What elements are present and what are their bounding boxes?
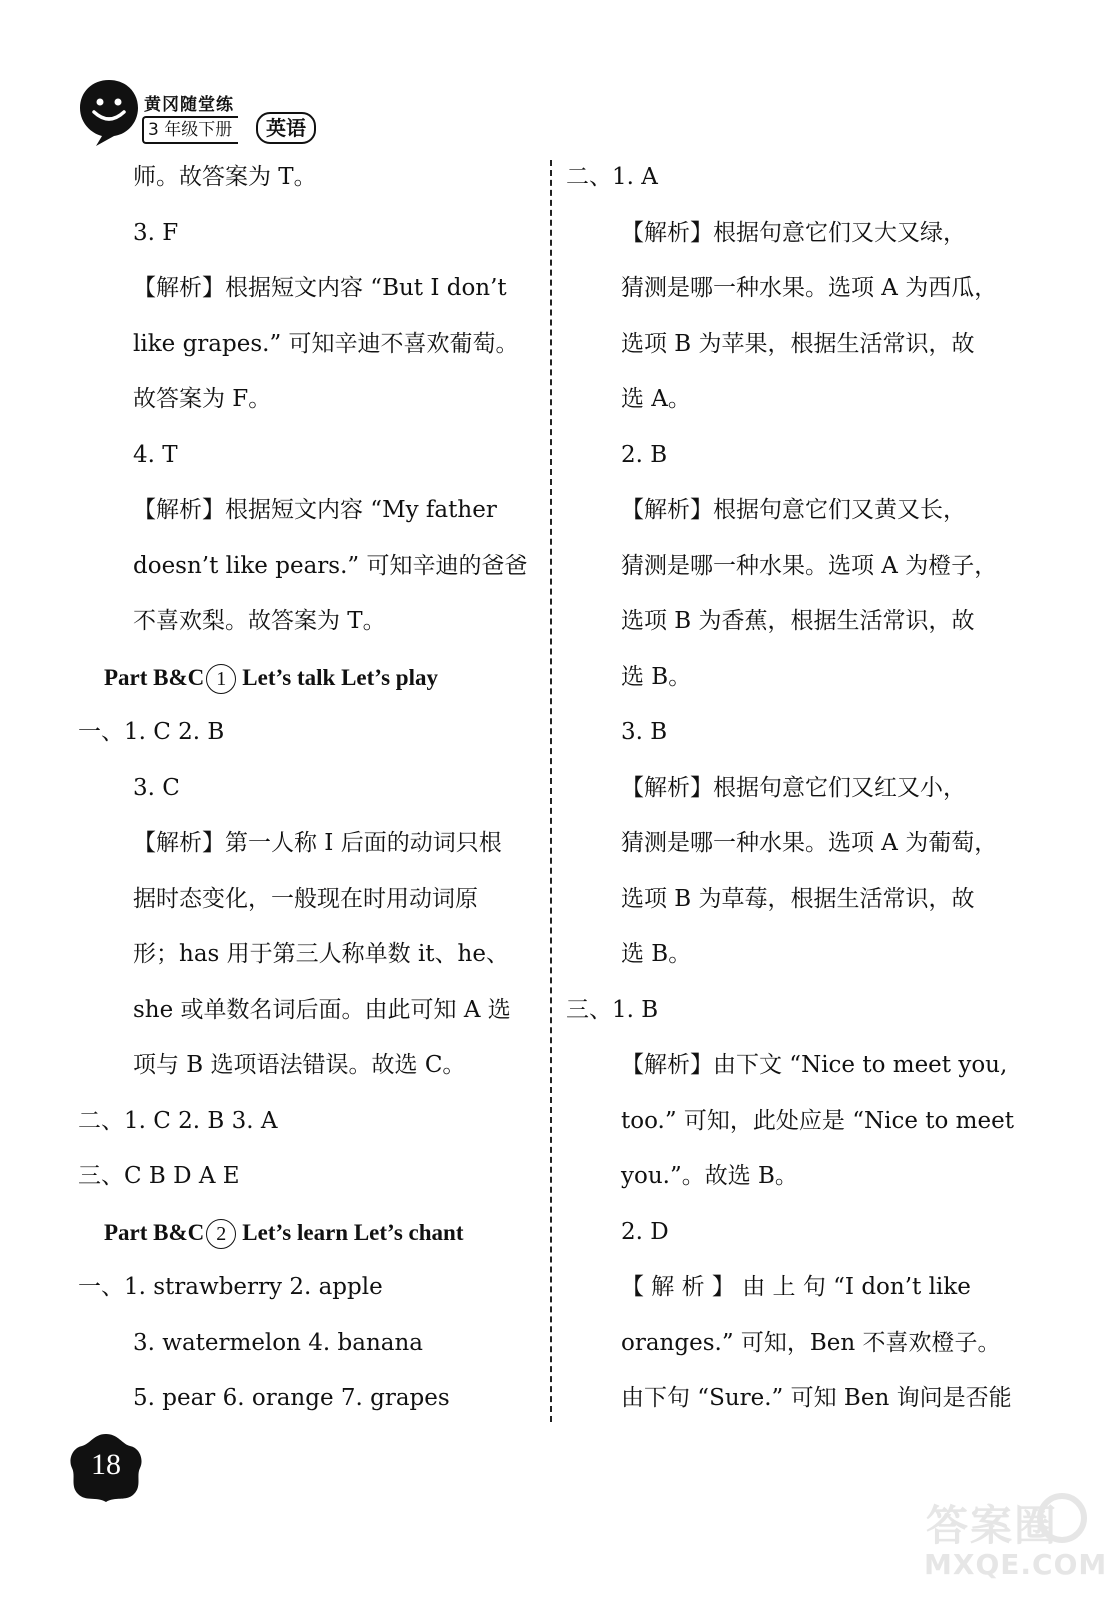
left-text-line: 二、1. C 2. B 3. A (78, 1107, 278, 1134)
watermark-text: 答案圈 (926, 1501, 1059, 1550)
right-text-line: 选项 B 为苹果，根据生活常识，故 (621, 330, 975, 357)
left-text-line: 据时态变化，一般现在时用动词原 (133, 885, 478, 912)
right-text-line: 猜测是哪一种水果。选项 A 为橙子， (621, 552, 998, 579)
left-text-line: 形；has 用于第三人称单数 it、he、 (133, 941, 509, 967)
section-heading-part: Part B&C (104, 664, 205, 690)
right-text-line: 【解析】根据句意它们又黄又长， (621, 497, 966, 523)
section-heading-title: Let’s learn Let’s chant (242, 1219, 464, 1245)
right-column (566, 150, 1028, 1427)
grade-label: 3 年级下册 (142, 116, 238, 144)
right-text-line: 猜测是哪一种水果。选项 A 为葡萄， (621, 830, 998, 856)
left-text-line: she 或单数名词后面。由此可知 A 选 (133, 996, 511, 1023)
left-text-line: 故答案为 F。 (133, 386, 272, 412)
watermark-url: MXQE.COM (924, 1548, 1108, 1581)
right-text-line: 三、1. B (566, 996, 659, 1023)
left-text-line: 【解析】根据短文内容 “My father (133, 497, 497, 523)
right-text-line: 选项 B 为香蕉，根据生活常识，故 (621, 608, 975, 634)
book-header (78, 78, 338, 153)
left-text-line: 项与 B 选项语法错误。故选 C。 (133, 1052, 466, 1078)
right-text-line: 3. B (621, 719, 668, 745)
page-number: 18 (91, 1448, 121, 1481)
right-text-line: too.” 可知，此处应是 “Nice to meet (621, 1107, 1014, 1134)
left-text-line: 【解析】根据短文内容 “But I don’t (133, 275, 507, 301)
right-text-line: 2. B (621, 441, 668, 468)
left-text-line: 3. C (133, 774, 180, 801)
left-text-line: 【解析】第一人称 I 后面的动词只根 (133, 830, 502, 856)
left-text-line: like grapes.” 可知辛迪不喜欢葡萄。 (133, 330, 519, 357)
right-text-line: 由下句 “Sure.” 可知 Ben 询问是否能 (621, 1385, 1012, 1411)
right-text-line: 【解析】根据句意它们又红又小， (621, 774, 966, 801)
left-text-line: 师。故答案为 T。 (133, 164, 317, 190)
right-text-line: you.”。故选 B。 (621, 1163, 798, 1189)
right-text-line: 猜测是哪一种水果。选项 A 为西瓜， (621, 275, 998, 301)
left-text-line: 不喜欢梨。故答案为 T。 (133, 608, 386, 634)
section-number-circle: 2 (206, 1219, 236, 1249)
section-heading (78, 1205, 540, 1261)
left-text-line: 3. watermelon 4. banana (133, 1329, 423, 1356)
right-text-line: 【解析】由下文 “Nice to meet you, (621, 1052, 1008, 1078)
left-text-line: 3. F (133, 219, 179, 246)
right-text-line: 选 B。 (621, 941, 692, 967)
left-text-line: 4. T (133, 441, 178, 468)
subject-label: 英语 (256, 112, 316, 144)
right-text-line: oranges.” 可知，Ben 不喜欢橙子。 (621, 1329, 1001, 1356)
left-text-line: doesn’t like pears.” 可知辛迪的爸爸 (133, 552, 528, 579)
right-text-line: 选项 B 为草莓，根据生活常识，故 (621, 885, 975, 912)
section-heading-title: Let’s talk Let’s play (242, 664, 438, 690)
section-number-circle: 1 (206, 664, 236, 694)
left-column (78, 150, 540, 1427)
left-text-line: 一、1. strawberry 2. apple (78, 1274, 383, 1300)
column-divider (550, 160, 552, 1422)
section-heading-part: Part B&C (104, 1219, 205, 1245)
left-text-line: 三、C B D A E (78, 1163, 240, 1189)
right-text-line: 选 A。 (621, 386, 691, 412)
right-text-line: 【解析】根据句意它们又大又绿， (621, 219, 966, 246)
right-text-line: 选 B。 (621, 663, 692, 690)
right-text-line: 二、1. A (566, 164, 658, 190)
series-title: 黄冈随堂练 (144, 95, 234, 115)
right-text-line: 2. D (621, 1218, 669, 1245)
right-text-line: 【 解 析 】 由 上 句 “I don’t like (621, 1274, 971, 1300)
left-text-line: 一、1. C 2. B (78, 719, 225, 745)
left-text-line: 5. pear 6. orange 7. grapes (133, 1385, 450, 1411)
smiley-logo-icon (78, 78, 140, 148)
section-heading (78, 650, 540, 706)
